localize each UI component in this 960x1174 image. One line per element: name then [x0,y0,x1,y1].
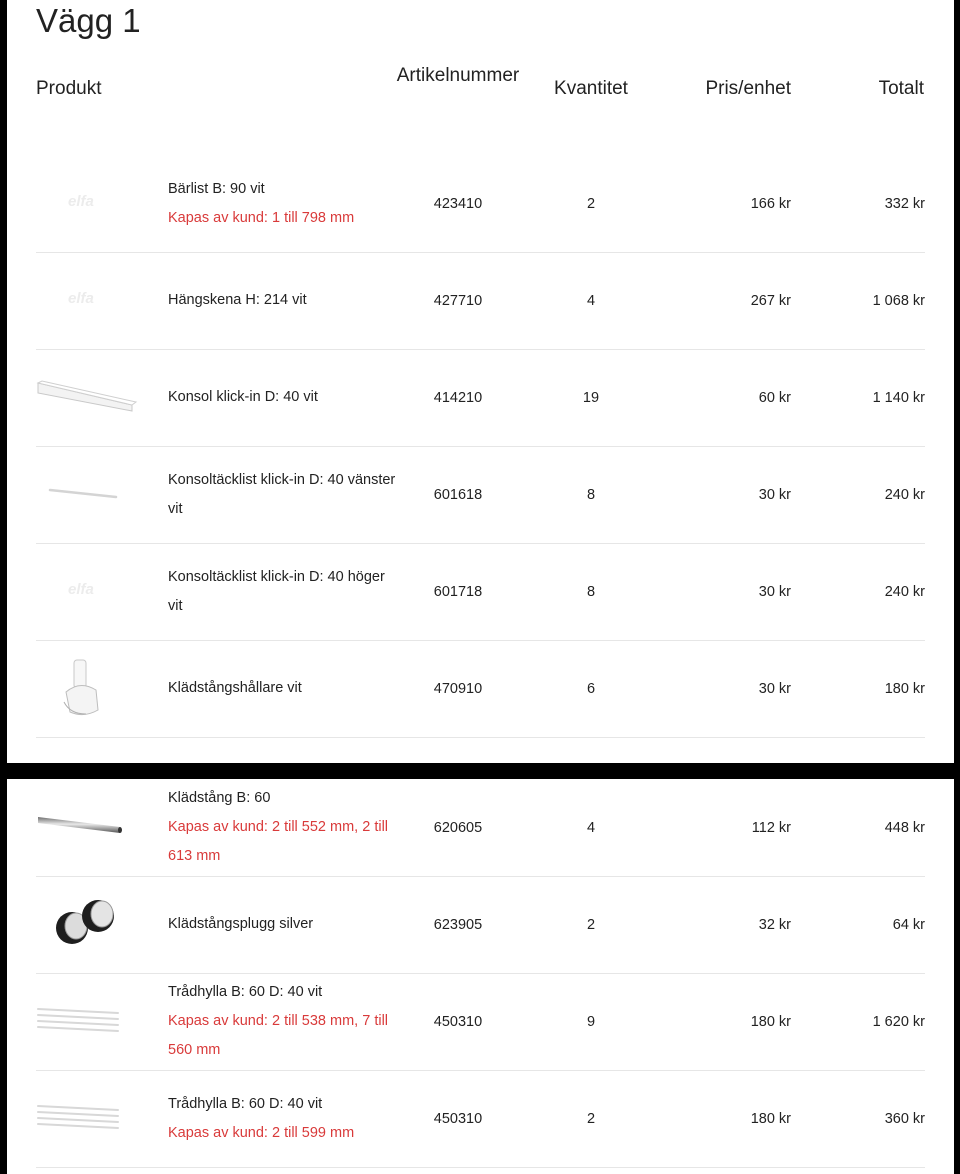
product-name[interactable]: Konsol klick-in D: 40 vit [168,389,318,405]
article-number: 623905 [433,916,483,933]
unit-price: 60 kr [758,389,791,406]
table-row [36,640,925,738]
unit-price: 166 kr [750,195,791,212]
table-row [36,973,925,1071]
product-thumbnail[interactable] [36,640,146,737]
product-name[interactable]: Bärlist B: 90 vit [168,180,265,197]
cut-note: Kapas av kund: 1 till 798 mm [168,209,355,226]
product-thumbnail[interactable] [36,779,146,876]
product-thumbnail[interactable] [36,543,146,640]
product-cell [168,446,398,543]
unit-price: 267 kr [750,292,791,309]
product-cell [168,349,398,446]
quantity: 6 [586,680,596,697]
product-thumbnail[interactable] [36,349,146,446]
quantity: 8 [586,486,596,503]
quantity: 2 [586,916,596,933]
cut-note: Kapas av kund: 2 till 538 mm, 7 till 560 mm [168,1013,389,1058]
unit-price: 30 kr [758,680,791,697]
row-total: 240 kr [884,486,925,503]
order-panel-bottom [7,779,954,1174]
product-thumbnail[interactable] [36,446,146,543]
product-cell [168,876,398,973]
product-thumbnail[interactable] [36,1070,146,1167]
product-name[interactable]: Konsoltäcklist klick-in D: 40 vänster vit [168,471,396,517]
header-product: Produkt [36,78,102,99]
unit-price: 32 kr [758,916,791,933]
header-article-number: Artikelnummer [396,65,520,86]
row-total: 332 kr [884,195,925,212]
row-total: 64 kr [892,916,925,933]
order-panel-top [7,0,954,763]
cut-note: Kapas av kund: 2 till 599 mm [168,1124,355,1141]
unit-price: 112 kr [751,819,791,836]
row-total: 1 620 kr [872,1013,925,1030]
row-total: 1 140 kr [872,389,925,406]
row-total: 240 kr [884,583,925,600]
article-number: 450310 [433,1110,483,1127]
unit-price: 30 kr [758,583,791,600]
product-cell [168,640,398,737]
article-number: 620605 [433,819,483,836]
product-cell [168,973,398,1070]
page-title: Vägg 1 [36,2,141,39]
row-total: 448 kr [884,819,925,836]
product-thumbnail[interactable] [36,155,146,252]
quantity: 2 [586,195,596,212]
unit-price: 180 kr [750,1013,791,1030]
article-number: 601618 [433,486,483,503]
product-name[interactable]: Trådhylla B: 60 D: 40 vit [168,984,323,1000]
product-cell [168,1070,398,1167]
rod-image [36,779,146,876]
article-number: 423410 [433,195,483,212]
article-number: 450310 [433,1013,483,1030]
cut-note: Kapas av kund: 2 till 552 mm, 2 till 613 mm [168,819,389,864]
product-thumbnail[interactable] [36,973,146,1070]
article-number: 427710 [433,292,483,309]
product-name[interactable]: Klädstångshållare vit [168,680,302,696]
product-thumbnail[interactable] [36,252,146,349]
article-number: 601718 [433,583,483,600]
elfa-logo-placeholder: elfa [68,193,94,210]
row-total: 1 068 kr [872,292,925,309]
table-row [36,779,925,877]
bracket-image [36,349,146,446]
quantity: 4 [586,819,596,836]
product-name[interactable]: Trådhylla B: 60 D: 40 vit [168,1095,323,1112]
product-name[interactable]: Konsoltäcklist klick-in D: 40 höger vit [168,568,385,614]
table-row [36,349,925,447]
table-row [36,155,925,253]
table-row [36,446,925,544]
rod-holder-image [36,640,146,737]
elfa-logo-placeholder: elfa [68,290,94,307]
row-total: 180 kr [884,680,925,697]
table-row [36,876,925,974]
product-name[interactable]: Hängskena H: 214 vit [168,292,307,308]
quantity: 8 [586,583,596,600]
elfa-logo-placeholder: elfa [68,581,94,598]
header-total: Totalt [878,78,924,99]
quantity: 2 [586,1110,596,1127]
header-unit-price: Pris/enhet [705,78,791,99]
quantity: 4 [586,292,596,309]
plug-image [36,876,146,973]
product-cell [168,779,398,876]
unit-price: 180 kr [750,1110,791,1127]
product-name[interactable]: Klädstång B: 60 [168,790,271,806]
product-name[interactable]: Klädstångsplugg silver [168,916,314,932]
product-cell [168,252,398,349]
table-row [36,252,925,350]
product-thumbnail[interactable] [36,876,146,973]
product-cell [168,543,398,640]
row-total: 360 kr [884,1110,925,1127]
wire-shelf-image [36,973,146,1070]
article-number: 470910 [433,680,483,697]
quantity: 19 [582,389,600,406]
header-quantity: Kvantitet [554,78,628,99]
quantity: 9 [586,1013,596,1030]
table-row [36,1070,925,1168]
cover-strip-image [36,446,146,543]
article-number: 414210 [433,389,483,406]
table-row [36,543,925,641]
unit-price: 30 kr [758,486,791,503]
wire-shelf-image [36,1070,146,1167]
product-cell [168,155,398,252]
